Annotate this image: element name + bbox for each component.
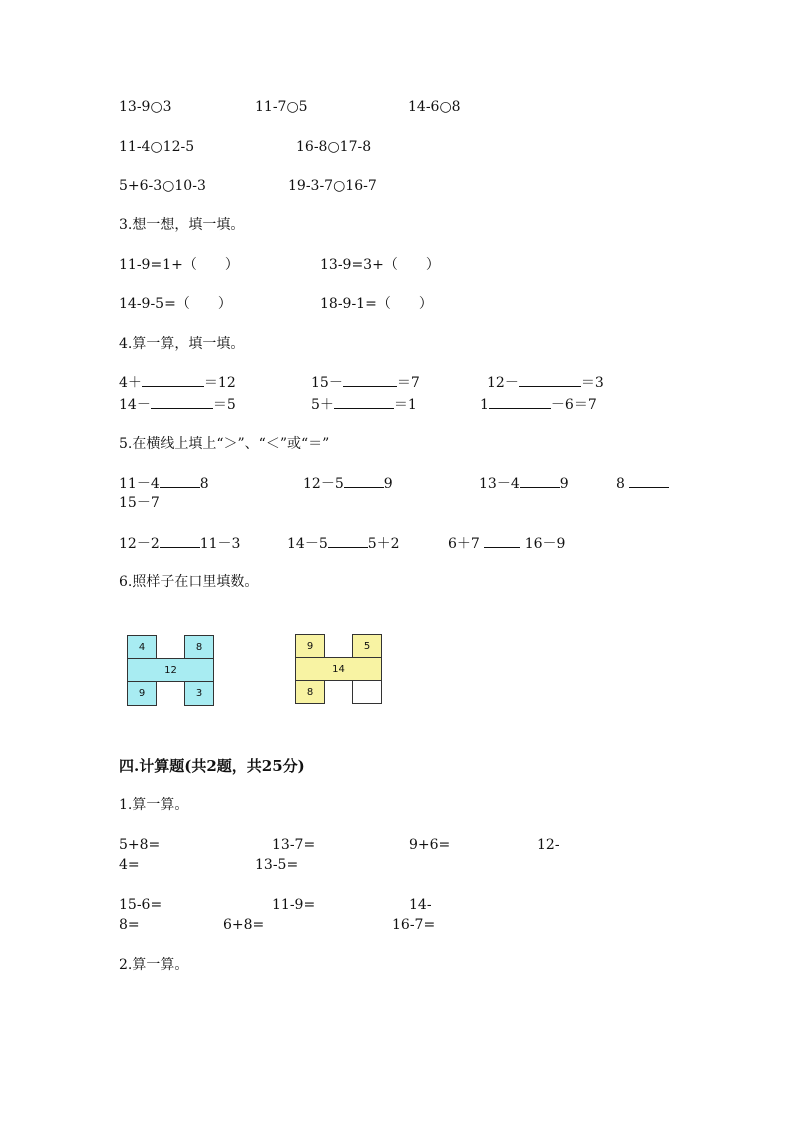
- s4-q1-title: 1.算一算。: [119, 797, 189, 813]
- q4-item-4-post: ＝5: [212, 397, 236, 413]
- q3-item-4: 18-9-1=（ ）: [320, 296, 433, 312]
- h-cell-bottom-right-blank[interactable]: [352, 680, 382, 704]
- q4-item-2: [311, 374, 420, 392]
- answer-blank[interactable]: [520, 475, 560, 488]
- answer-blank[interactable]: [629, 475, 669, 488]
- answer-blank[interactable]: [151, 396, 213, 409]
- q5-item-3-pre: 13－4: [479, 476, 520, 492]
- calc-3: 9+6=: [409, 837, 451, 853]
- q4-item-1: [119, 374, 236, 392]
- answer-blank[interactable]: [489, 396, 551, 409]
- q4-item-2-post: ＝7: [396, 375, 420, 391]
- calc-12: 16-7=: [392, 917, 436, 933]
- compare-2-2: 16-8○17-8: [296, 139, 372, 155]
- calc-5: 4=: [119, 857, 140, 873]
- q5-item-7: [287, 535, 400, 553]
- h-figure-exercise: [295, 634, 382, 704]
- q5-item-6: [119, 535, 240, 553]
- q4-item-5: [311, 396, 417, 414]
- q5-item-3: [479, 475, 569, 493]
- q5-item-6-pre: 12－2: [119, 536, 160, 552]
- q5-item-4: [616, 475, 669, 493]
- calc-10: 8=: [119, 917, 140, 933]
- q5-item-1: [119, 475, 209, 493]
- q5-item-1-post: 8: [199, 476, 209, 492]
- q4-item-5-post: ＝1: [393, 397, 417, 413]
- q4-title: 4.算一算，填一填。: [119, 336, 245, 352]
- answer-blank[interactable]: [344, 475, 384, 488]
- calc-2: 13-7=: [272, 837, 316, 853]
- compare-1-3: 14-6○8: [408, 99, 461, 115]
- answer-blank[interactable]: [160, 475, 200, 488]
- h-cell-bottom-left: 8: [295, 680, 325, 704]
- q5-item-2-pre: 12－5: [303, 476, 344, 492]
- compare-3-2: 19-3-7○16-7: [288, 178, 377, 194]
- h-cell-top-right: 5: [352, 634, 382, 658]
- s4-q2-title: 2.算一算。: [119, 957, 189, 973]
- q4-item-3-post: ＝3: [580, 375, 604, 391]
- q5-item-4-pre: 8: [616, 476, 630, 492]
- q4-item-1-pre: 4＋: [119, 375, 142, 391]
- q4-item-5-pre: 5＋: [311, 397, 334, 413]
- calc-11: 6+8=: [223, 917, 265, 933]
- q4-item-1-post: ＝12: [203, 375, 236, 391]
- q5-item-2: [303, 475, 393, 493]
- answer-blank[interactable]: [142, 374, 204, 387]
- q5-item-5: 15－7: [119, 495, 160, 511]
- answer-blank[interactable]: [484, 535, 520, 548]
- h-cell-middle: 12: [127, 658, 214, 682]
- q4-item-3: [487, 374, 604, 392]
- calc-4: 12-: [537, 837, 560, 853]
- q5-item-1-pre: 11－4: [119, 476, 160, 492]
- compare-2-1: 11-4○12-5: [119, 139, 195, 155]
- h-figure-example: [127, 635, 214, 706]
- q5-item-6-post: 11－3: [199, 536, 241, 552]
- q5-item-7-pre: 14－5: [287, 536, 328, 552]
- h-cell-middle: 14: [295, 657, 382, 681]
- calc-1: 5+8=: [119, 837, 161, 853]
- calc-7: 15-6=: [119, 897, 163, 913]
- h-cell-top-right: 8: [184, 635, 214, 659]
- q4-item-3-pre: 12－: [487, 375, 519, 391]
- q5-item-3-post: 9: [559, 476, 569, 492]
- q4-item-2-pre: 15－: [311, 375, 343, 391]
- q4-item-6: [480, 396, 597, 414]
- section4-title: 四.计算题(共2题，共25分): [119, 757, 305, 775]
- q4-item-4-pre: 14－: [119, 397, 151, 413]
- answer-blank[interactable]: [519, 374, 581, 387]
- q5-item-7-post: 5＋2: [367, 536, 400, 552]
- q3-item-3: 14-9-5=（ ）: [119, 296, 232, 312]
- compare-3-1: 5+6-3○10-3: [119, 178, 206, 194]
- compare-1-2: 11-7○5: [255, 99, 308, 115]
- answer-blank[interactable]: [343, 374, 397, 387]
- h-cell-top-left: 9: [295, 634, 325, 658]
- h-cell-bottom-right: 3: [184, 681, 214, 706]
- answer-blank[interactable]: [160, 535, 200, 548]
- q4-item-6-post: －6＝7: [550, 397, 597, 413]
- answer-blank[interactable]: [334, 396, 394, 409]
- q3-title: 3.想一想，填一填。: [119, 217, 245, 233]
- q5-item-8: [448, 535, 565, 553]
- calc-9: 14-: [409, 897, 432, 913]
- q6-title: 6.照样子在口里填数。: [119, 574, 259, 590]
- answer-blank[interactable]: [328, 535, 368, 548]
- q5-item-8-pre: 6＋7: [448, 536, 485, 552]
- calc-8: 11-9=: [272, 897, 316, 913]
- q4-item-6-pre: 1: [480, 397, 489, 413]
- q5-item-8-post: 16－9: [520, 536, 566, 552]
- q5-item-2-post: 9: [383, 476, 393, 492]
- q3-item-1: 11-9=1+（ ）: [119, 257, 239, 273]
- q5-title: 5.在横线上填上“＞”、“＜”或“＝”: [119, 436, 330, 452]
- compare-1-1: 13-9○3: [119, 99, 172, 115]
- h-cell-top-left: 4: [127, 635, 157, 659]
- q3-item-2: 13-9=3+（ ）: [320, 257, 440, 273]
- q4-item-4: [119, 396, 236, 414]
- h-cell-bottom-left: 9: [127, 681, 157, 706]
- calc-6: 13-5=: [255, 857, 299, 873]
